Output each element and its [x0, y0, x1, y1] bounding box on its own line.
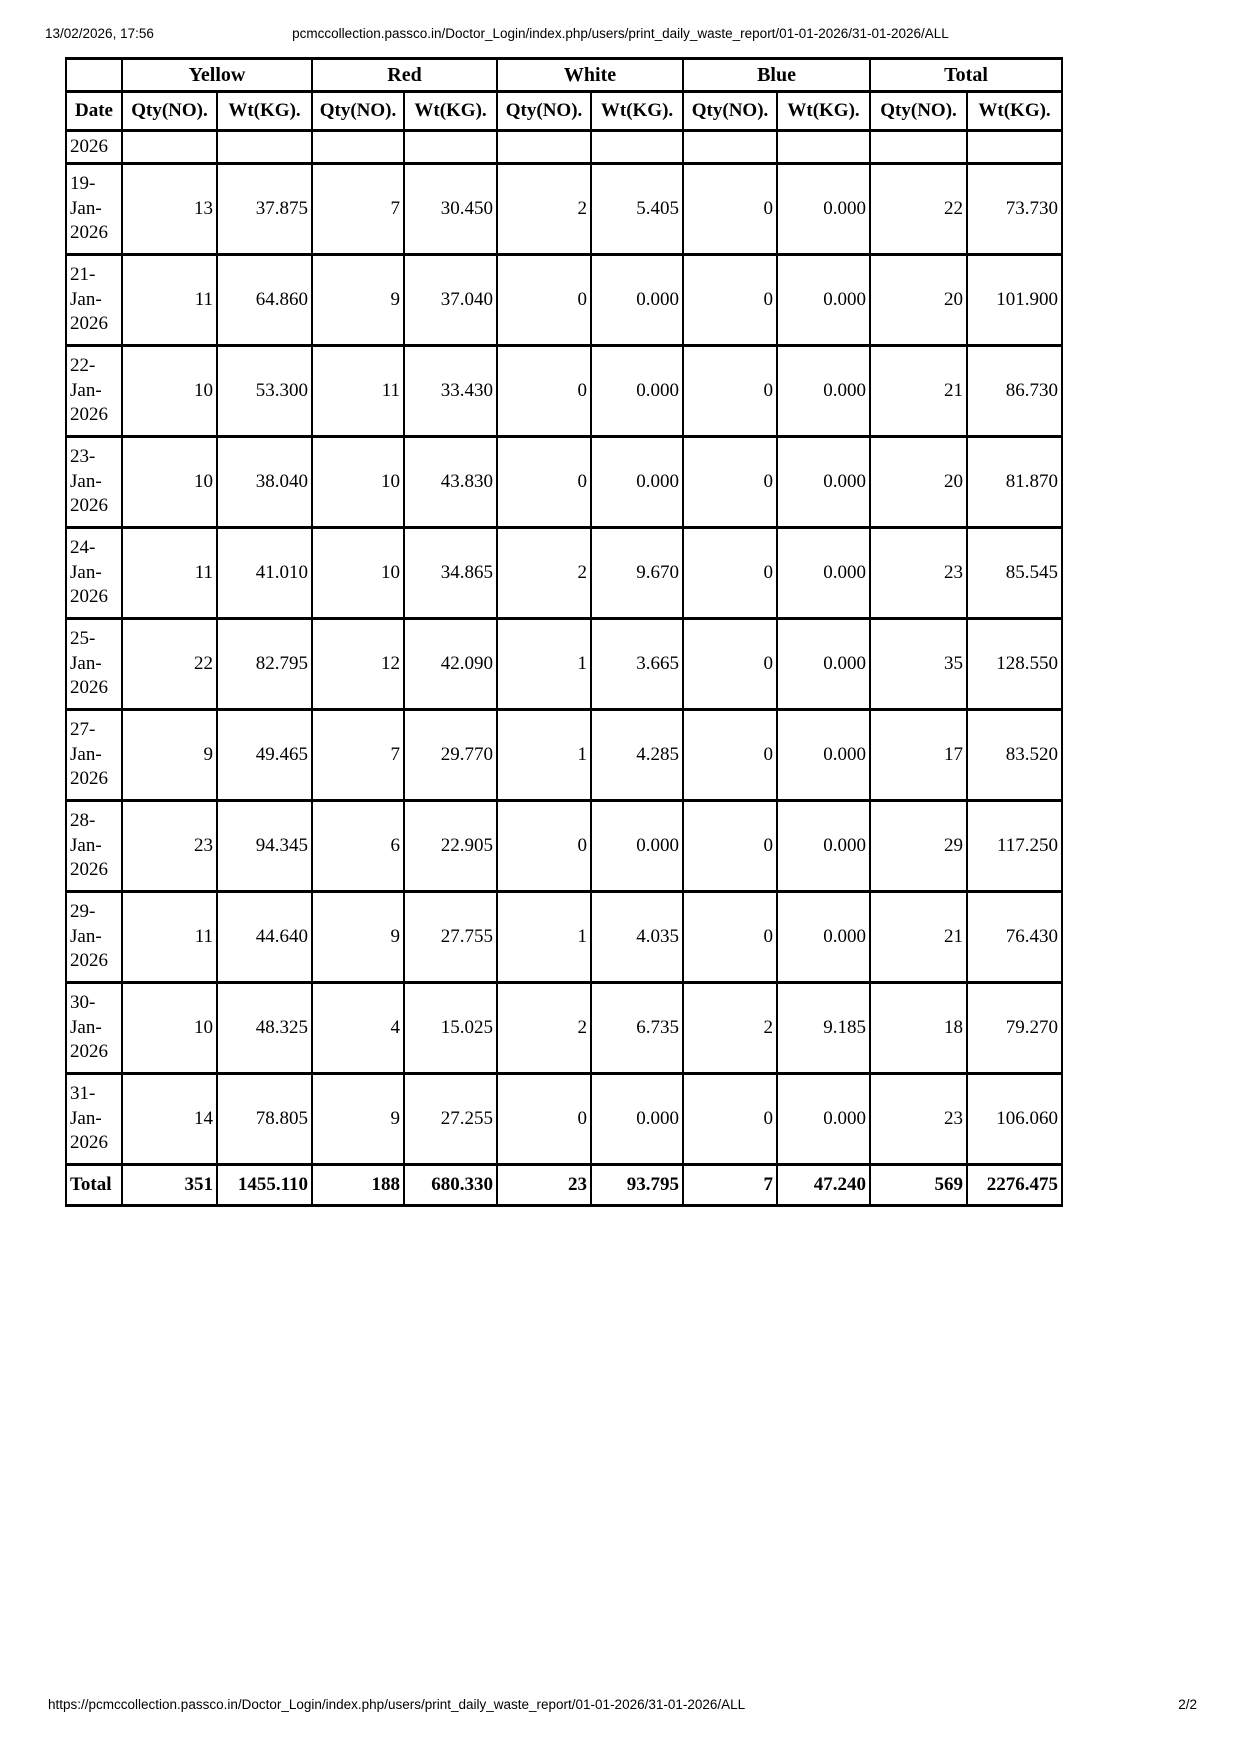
wt-cell: 117.250 [967, 801, 1062, 892]
qty-cell: 6 [312, 801, 404, 892]
date-cell: 29-Jan-2026 [66, 892, 122, 983]
print-footer [48, 1697, 1197, 1715]
qty-cell [122, 131, 217, 164]
table-row [66, 1074, 1062, 1165]
qty-cell: 10 [122, 346, 217, 437]
wt-cell: 79.270 [967, 983, 1062, 1074]
date-cell: 30-Jan-2026 [66, 983, 122, 1074]
wt-cell: 0.000 [591, 437, 683, 528]
wt-cell: 73.730 [967, 164, 1062, 255]
wt-cell: 15.025 [404, 983, 497, 1074]
wt-cell: 53.300 [217, 346, 312, 437]
qty-cell: 0 [683, 619, 777, 710]
page-number: 2/2 [1178, 1697, 1197, 1712]
wt-cell: 43.830 [404, 437, 497, 528]
qty-cell: 0 [683, 255, 777, 346]
wt-cell: 41.010 [217, 528, 312, 619]
wt-cell: 0.000 [591, 1074, 683, 1165]
qty-cell: 10 [312, 437, 404, 528]
wt-cell: 0.000 [777, 710, 870, 801]
wt-cell: 0.000 [591, 346, 683, 437]
qty-cell: 22 [122, 619, 217, 710]
wt-cell: 0.000 [777, 255, 870, 346]
wt-header: Wt(KG). [967, 92, 1062, 131]
group-header-total: Total [870, 59, 1062, 92]
wt-cell: 0.000 [777, 164, 870, 255]
qty-cell: 17 [870, 710, 967, 801]
wt-header: Wt(KG). [591, 92, 683, 131]
wt-cell: 64.860 [217, 255, 312, 346]
wt-cell: 4.285 [591, 710, 683, 801]
wt-cell: 44.640 [217, 892, 312, 983]
date-cell: 28-Jan-2026 [66, 801, 122, 892]
wt-cell: 85.545 [967, 528, 1062, 619]
qty-cell: 2 [683, 983, 777, 1074]
qty-cell: 0 [683, 710, 777, 801]
table-row [66, 131, 1062, 164]
qty-cell: 188 [312, 1165, 404, 1206]
qty-cell: 1 [497, 619, 591, 710]
wt-cell: 0.000 [777, 346, 870, 437]
wt-cell: 0.000 [777, 528, 870, 619]
print-header-url: pcmccollection.passco.in/Doctor_Login/index.php/users/print_daily_waste_report/01-01-2026/31-01-2026/ALL [292, 26, 949, 41]
qty-cell: 29 [870, 801, 967, 892]
wt-cell [591, 131, 683, 164]
qty-cell: 2 [497, 983, 591, 1074]
wt-cell: 101.900 [967, 255, 1062, 346]
qty-cell: 14 [122, 1074, 217, 1165]
daily-waste-report-table [65, 57, 1063, 1207]
qty-cell: 351 [122, 1165, 217, 1206]
qty-cell: 7 [312, 164, 404, 255]
wt-header: Wt(KG). [217, 92, 312, 131]
wt-cell: 106.060 [967, 1074, 1062, 1165]
wt-cell: 83.520 [967, 710, 1062, 801]
qty-cell: 0 [683, 801, 777, 892]
qty-header: Qty(NO). [497, 92, 591, 131]
table-row [66, 346, 1062, 437]
date-header: Date [66, 92, 122, 131]
group-header-red: Red [312, 59, 497, 92]
qty-cell: 20 [870, 255, 967, 346]
qty-cell: 10 [312, 528, 404, 619]
qty-cell: 12 [312, 619, 404, 710]
qty-cell: 0 [683, 528, 777, 619]
table-row [66, 437, 1062, 528]
wt-cell: 30.450 [404, 164, 497, 255]
date-cell: 19-Jan-2026 [66, 164, 122, 255]
wt-cell: 48.325 [217, 983, 312, 1074]
qty-cell: 23 [870, 1074, 967, 1165]
qty-cell: 21 [870, 346, 967, 437]
qty-cell: 10 [122, 437, 217, 528]
wt-cell: 86.730 [967, 346, 1062, 437]
wt-cell: 680.330 [404, 1165, 497, 1206]
wt-cell: 0.000 [777, 619, 870, 710]
wt-cell: 82.795 [217, 619, 312, 710]
wt-cell: 128.550 [967, 619, 1062, 710]
qty-cell: 10 [122, 983, 217, 1074]
print-footer-url: https://pcmccollection.passco.in/Doctor_Login/index.php/users/print_daily_waste_report/01-01-2026/31-01-2026/ALL [48, 1697, 746, 1712]
qty-cell: 0 [683, 346, 777, 437]
qty-cell: 11 [122, 892, 217, 983]
wt-cell: 0.000 [591, 255, 683, 346]
qty-cell [312, 131, 404, 164]
wt-cell: 5.405 [591, 164, 683, 255]
group-header-row [66, 59, 1062, 92]
wt-cell [217, 131, 312, 164]
wt-cell: 4.035 [591, 892, 683, 983]
qty-cell: 1 [497, 892, 591, 983]
qty-cell: 9 [312, 892, 404, 983]
group-header-yellow: Yellow [122, 59, 312, 92]
qty-cell: 0 [683, 1074, 777, 1165]
qty-cell: 11 [312, 346, 404, 437]
wt-cell: 33.430 [404, 346, 497, 437]
date-cell: 2026 [66, 131, 122, 164]
qty-cell: 9 [312, 1074, 404, 1165]
group-header-blue: Blue [683, 59, 870, 92]
total-label-cell: Total [66, 1165, 122, 1206]
date-cell: 25-Jan-2026 [66, 619, 122, 710]
wt-cell [404, 131, 497, 164]
wt-cell: 2276.475 [967, 1165, 1062, 1206]
wt-cell: 34.865 [404, 528, 497, 619]
table-row [66, 619, 1062, 710]
qty-cell: 0 [497, 437, 591, 528]
wt-cell: 37.040 [404, 255, 497, 346]
table-row [66, 983, 1062, 1074]
wt-header: Wt(KG). [777, 92, 870, 131]
wt-cell: 49.465 [217, 710, 312, 801]
qty-cell: 569 [870, 1165, 967, 1206]
qty-cell: 23 [870, 528, 967, 619]
wt-cell: 22.905 [404, 801, 497, 892]
wt-cell: 93.795 [591, 1165, 683, 1206]
wt-cell: 38.040 [217, 437, 312, 528]
qty-cell: 23 [122, 801, 217, 892]
total-row [66, 1165, 1062, 1206]
qty-cell: 0 [683, 437, 777, 528]
table-row [66, 801, 1062, 892]
date-cell: 27-Jan-2026 [66, 710, 122, 801]
date-cell: 22-Jan-2026 [66, 346, 122, 437]
qty-header: Qty(NO). [122, 92, 217, 131]
qty-cell [870, 131, 967, 164]
wt-cell: 6.735 [591, 983, 683, 1074]
wt-cell: 9.185 [777, 983, 870, 1074]
qty-cell: 21 [870, 892, 967, 983]
wt-cell [967, 131, 1062, 164]
qty-cell: 9 [312, 255, 404, 346]
qty-cell: 0 [497, 346, 591, 437]
print-datetime: 13/02/2026, 17:56 [45, 26, 154, 41]
wt-cell: 27.255 [404, 1074, 497, 1165]
date-cell: 31-Jan-2026 [66, 1074, 122, 1165]
qty-cell: 0 [497, 255, 591, 346]
column-header-row [66, 92, 1062, 131]
qty-cell: 0 [683, 164, 777, 255]
qty-cell: 7 [312, 710, 404, 801]
qty-cell [497, 131, 591, 164]
wt-cell: 0.000 [777, 437, 870, 528]
qty-cell: 0 [497, 1074, 591, 1165]
qty-cell: 20 [870, 437, 967, 528]
wt-cell: 3.665 [591, 619, 683, 710]
wt-header: Wt(KG). [404, 92, 497, 131]
wt-cell: 76.430 [967, 892, 1062, 983]
date-cell: 24-Jan-2026 [66, 528, 122, 619]
wt-cell: 29.770 [404, 710, 497, 801]
wt-cell: 1455.110 [217, 1165, 312, 1206]
qty-header: Qty(NO). [683, 92, 777, 131]
wt-cell: 0.000 [777, 892, 870, 983]
qty-header: Qty(NO). [870, 92, 967, 131]
qty-cell: 2 [497, 164, 591, 255]
group-header-white: White [497, 59, 683, 92]
wt-cell: 37.875 [217, 164, 312, 255]
qty-cell: 7 [683, 1165, 777, 1206]
print-header [45, 26, 1196, 44]
qty-cell: 1 [497, 710, 591, 801]
qty-cell: 23 [497, 1165, 591, 1206]
wt-cell: 81.870 [967, 437, 1062, 528]
qty-cell: 0 [683, 892, 777, 983]
qty-cell: 4 [312, 983, 404, 1074]
wt-cell: 9.670 [591, 528, 683, 619]
wt-cell: 42.090 [404, 619, 497, 710]
qty-cell: 22 [870, 164, 967, 255]
qty-cell: 0 [497, 801, 591, 892]
table-row [66, 255, 1062, 346]
corner-cell [66, 59, 122, 92]
wt-cell: 47.240 [777, 1165, 870, 1206]
qty-cell: 18 [870, 983, 967, 1074]
table-row [66, 892, 1062, 983]
wt-cell: 0.000 [591, 801, 683, 892]
table-row [66, 164, 1062, 255]
qty-cell: 2 [497, 528, 591, 619]
qty-cell: 11 [122, 255, 217, 346]
wt-cell: 0.000 [777, 1074, 870, 1165]
wt-cell: 27.755 [404, 892, 497, 983]
qty-cell: 9 [122, 710, 217, 801]
wt-cell: 94.345 [217, 801, 312, 892]
qty-cell: 35 [870, 619, 967, 710]
wt-cell: 78.805 [217, 1074, 312, 1165]
table-row [66, 528, 1062, 619]
qty-cell: 13 [122, 164, 217, 255]
date-cell: 23-Jan-2026 [66, 437, 122, 528]
date-cell: 21-Jan-2026 [66, 255, 122, 346]
wt-cell: 0.000 [777, 801, 870, 892]
qty-cell [683, 131, 777, 164]
table-row [66, 710, 1062, 801]
qty-header: Qty(NO). [312, 92, 404, 131]
qty-cell: 11 [122, 528, 217, 619]
wt-cell [777, 131, 870, 164]
